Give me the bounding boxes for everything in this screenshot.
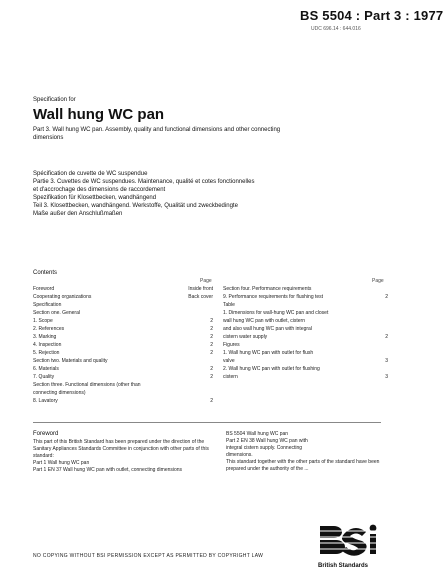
contents-entry-label: Figures	[223, 342, 240, 348]
contents-entry-label: 5. Rejection	[33, 350, 60, 356]
contents-entry-page: 2	[210, 398, 213, 404]
page-column-heading-right: Page	[372, 278, 384, 284]
contents-entry-page: 2	[210, 374, 213, 380]
contents-list-right	[223, 286, 388, 380]
contents-entry-label: cistern	[223, 374, 238, 380]
contents-entry-label: 2. References	[33, 326, 65, 332]
contents-entry-page: 3	[385, 358, 388, 364]
contents-entry-label: cistern water supply	[223, 334, 268, 340]
french-title: Spécification de cuvette de WC suspendue Partie 3. Cuvettes de WC suspendues. Maintenance, qualité et cotes fonctionnelles et d'accrochage des dimensions de raccordement	[33, 171, 255, 193]
contents-entry-label: Foreword	[33, 286, 55, 292]
contents-entry-label: 4. Inspection	[33, 342, 62, 348]
contents-entry-label: Section one. General	[33, 310, 80, 316]
foreword-heading: Foreword	[33, 431, 59, 437]
standard-number: BS 5504 : Part 3 : 1977	[300, 8, 443, 23]
contents-entry-label: 1. Wall hung WC pan with outlet for flush	[223, 350, 314, 356]
contents-entry-label: Section three. Functional dimensions (other than	[33, 382, 141, 388]
contents-entry-label: Specification	[33, 302, 62, 308]
page-column-heading: Page	[200, 278, 212, 284]
foreword-body: This part of this British Standard has been prepared under the direction of the Sanitary Appliances Standards Committee in conjunction with other parts of this standard: Part 1 Wall hung WC pan Part 1 EN 37 Wall hung WC pan with outlet, connecting dimensions	[33, 439, 209, 473]
copyright-notice: NO COPYING WITHOUT BSI PERMISSION EXCEPT AS PERMITTED BY COPYRIGHT LAW	[33, 553, 264, 559]
contents-entry-page: Back cover	[188, 294, 213, 300]
contents-entry-page: Inside front	[188, 286, 213, 292]
contents-entry-label: 1. Scope	[33, 318, 53, 324]
contents-entry-label: 7. Quality	[33, 374, 55, 380]
contents-entry-page: 2	[385, 294, 388, 300]
german-title: Spezifikation für Klosettbecken, wandhängend Teil 3. Klosettbecken, wandhängend. Werkstoffe, Qualität und zweckbedingte Maße außer den Anschlußmaßen	[33, 195, 238, 217]
bsi-logo	[316, 522, 382, 560]
contents-entry-label: Section two. Materials and quality	[33, 358, 108, 364]
contents-entry-label: connecting dimensions)	[33, 390, 86, 396]
contents-entry-page: 3	[385, 374, 388, 380]
contents-entry-label: Table	[223, 302, 235, 308]
contents-entry-page: 2	[210, 350, 213, 356]
divider	[33, 422, 381, 423]
contents-entry-page: 2	[210, 334, 213, 340]
udc-code: UDC 696.14 : 644.016	[311, 26, 361, 32]
document-description: Part 3. Wall hung WC pan. Assembly, quality and functional dimensions and other connecting dimensions	[33, 127, 281, 141]
contents-heading: Contents	[33, 270, 58, 276]
contents-entry-page: 2	[210, 366, 213, 372]
contents-entry-label: 8. Lavatory	[33, 398, 58, 404]
contents-list-left	[33, 286, 213, 406]
contents-entry-label: 2. Wall hung WC pan with outlet for flushing	[223, 366, 320, 372]
contents-entry-label: 3. Marking	[33, 334, 57, 340]
brand-name: British Standards	[318, 563, 369, 569]
contents-entry-page: 2	[385, 334, 388, 340]
contents-entry-label: Cooperating organizations	[33, 294, 92, 300]
contents-entry-page: 2	[210, 326, 213, 332]
contents-entry-label: valve	[223, 358, 235, 364]
contents-entry-page: 2	[210, 318, 213, 324]
contents-entry-label: 6. Materials	[33, 366, 59, 372]
contents-entry-page: 2	[210, 342, 213, 348]
document-title: Wall hung WC pan	[33, 106, 165, 123]
related-parts-note: BS 5504 Wall hung WC pan Part 2 EN 38 Wall hung WC pan with integral cistern supply. Connecting dimensions. This standard together with the other parts of the standard have been prepared under the authority of the ...	[226, 431, 380, 472]
contents-entry-label: Section four. Performance requirements	[223, 286, 312, 292]
document-kicker: Specification for	[33, 97, 76, 103]
contents-entry-label: 1. Dimensions for wall-hung WC pan and closet	[223, 310, 329, 316]
contents-entry-label: and also wall hung WC pan with integral	[223, 326, 312, 332]
contents-entry-label: wall hung WC pan with outlet, cistern	[223, 318, 305, 324]
contents-entry-label: 9. Performance requirements for flushing test	[223, 294, 324, 300]
